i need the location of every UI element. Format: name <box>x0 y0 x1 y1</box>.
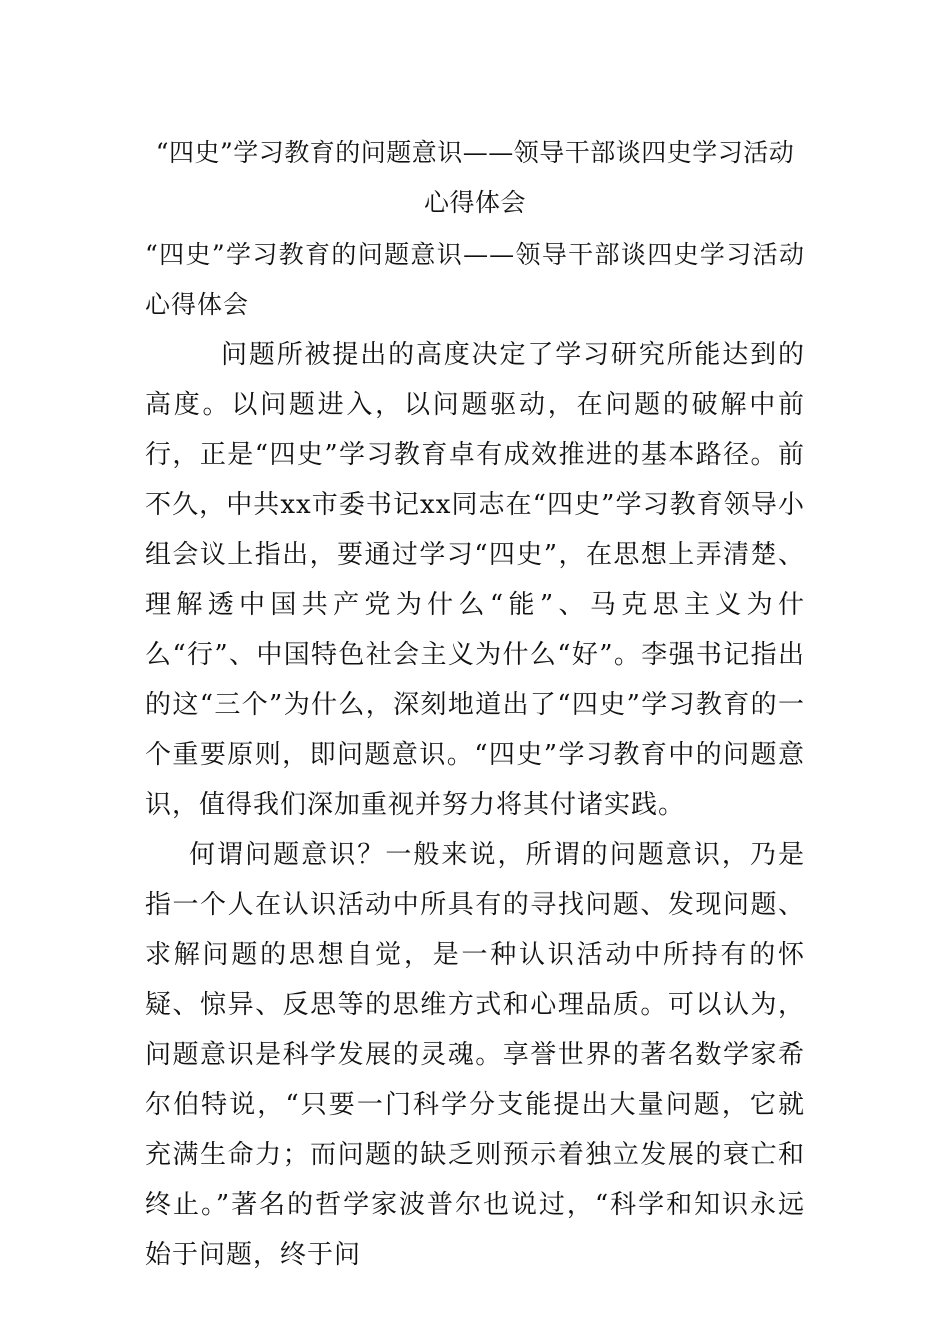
paragraph-1: 问题所被提出的高度决定了学习研究所能达到的高度。以问题进入，以问题驱动，在问题的破解中前行，正是“四史”学习教育卓有成效推进的基本路径。前不久，中共xx市委书记xx同志在“四史”学习教育领导小组会议上指出，要通过学习“四史”，在思想上弄清楚、理解透中国共产党为什么“能”、马克思主义为什么“行”、中国特色社会主义为什么“好”。李强书记指出的这“三个”为什么，深刻地道出了“四史”学习教育的一个重要原则，即问题意识。“四史”学习教育中的问题意识，值得我们深加重视并努力将其付诸实践。 <box>145 340 805 820</box>
paragraph-2: 何谓问题意识？一般来说，所谓的问题意识，乃是指一个人在认识活动中所具有的寻找问题、发现问题、求解问题的思想自觉，是一种认识活动中所持有的怀疑、惊异、反思等的思维方式和心理品质。可以认为，问题意识是科学发展的灵魂。享誉世界的著名数学家希尔伯特说，“只要一门科学分支能提出大量问题，它就充满生命力；而问题的缺乏则预示着独立发展的衰亡和终止。”著名的哲学家波普尔也说过，“科学和知识永远始于问题，终于问 <box>145 840 805 1270</box>
document-body <box>145 230 805 1280</box>
document-title: “四史”学习教育的问题意识——领导干部谈四史学习活动心得体会 <box>155 138 795 217</box>
document-subtitle: “四史”学习教育的问题意识——领导干部谈四史学习活动心得体会 <box>145 240 805 319</box>
